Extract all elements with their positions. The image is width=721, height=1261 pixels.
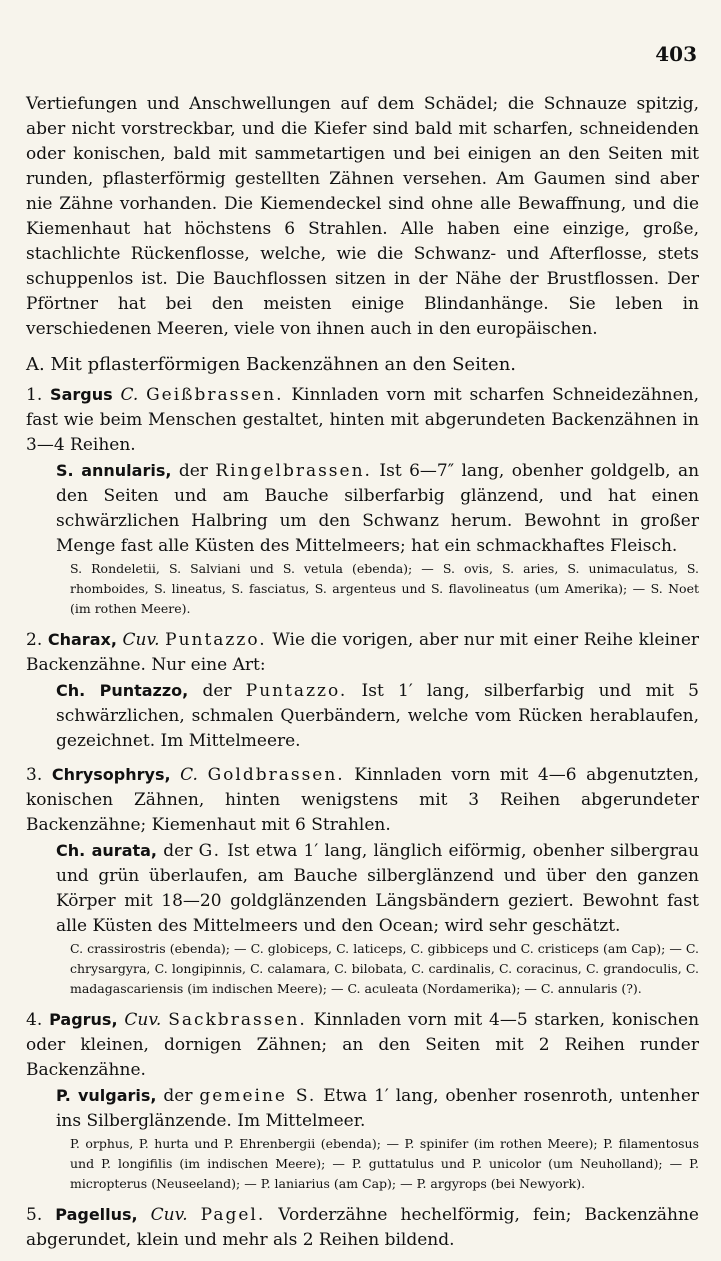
species-common-name: Ringelbrassen. bbox=[215, 461, 372, 481]
genus-list bbox=[26, 382, 699, 1261]
genus-entry bbox=[26, 382, 699, 619]
genus-number: 1. bbox=[26, 385, 43, 405]
species-common-name: Puntazzo. bbox=[245, 681, 348, 701]
other-species-list: S. Rondeletii, S. Salviani und S. vetula (ebenda); — S. ovis, S. aries, S. unimaculatus, S. rhomboides, S. lineatus, S. fasciatus, S. argenteus und S. flavolineatus (um Amerika); — S. Noet (im rothen Meere). bbox=[70, 561, 699, 616]
species-common-name: G. bbox=[198, 841, 221, 861]
genus-entry bbox=[26, 1202, 699, 1253]
species-name: Ch. Puntazzo, bbox=[56, 681, 189, 700]
section-heading: A. Mit pflasterförmigen Backenzähnen an den Seiten. bbox=[26, 354, 517, 375]
genus-authority: Cuv. bbox=[150, 1205, 188, 1225]
genus-number: 2. bbox=[26, 630, 43, 650]
species-description: Etwa 1′ lang, obenher rosenroth, untenher ins Silberglänzende. Im Mittelmeer. bbox=[56, 1086, 700, 1131]
genus-common-name: Geißbrassen. bbox=[146, 385, 284, 405]
genus-text: Kinnladen vorn mit 4—6 abgenutzten, konischen Zähnen, hinten wenigstens mit 3 Reihen abgerundeter Backenzähne; Kiemenhaut mit 6 Strahlen. bbox=[26, 765, 699, 835]
genus-text: Wie die vorigen, aber nur mit einer Reihe kleiner Backenzähne. Nur eine Art: bbox=[26, 630, 700, 675]
other-species-list: P. orphus, P. hurta und P. Ehrenbergii (ebenda); — P. spinifer (im rothen Meere); P. filamentosus und P. longifilis (im indischen Meere); — P. guttatulus und P. unicolor (um Neuholland); — P. micropterus (Neuseeland); — P. laniarius (am Cap); — P. argyrops (bei Newyork). bbox=[70, 1136, 699, 1191]
other-species-list: C. crassirostris (ebenda); — C. globiceps, C. laticeps, C. gibbiceps und C. cristiceps (am Cap); — C. chrysargyra, C. longipinnis, C. calamara, C. bilobata, C. cardinalis, C. coracinus, C. grandoculis, C. madagascariensis (im indischen Meere); — C. aculeata (Nordamerika); — C. annularis (?). bbox=[70, 941, 699, 996]
genus-name: Pagellus, bbox=[55, 1205, 138, 1224]
intro-paragraph: Vertiefungen und Anschwellungen auf dem Schädel; die Schnauze spitzig, aber nicht vorstreckbar, und die Kiefer sind bald mit scharfen, schneidenden oder konischen, bald mit sammetartigen und bei einigen an den Seiten mit runden, pflasterförmig gestellten Zähnen versehen. Am Gaumen sind aber nie Zähne vorhanden. Die Kiemendeckel sind ohne alle Bewaffnung, und die Kiemenhaut hat höchstens 6 Strahlen. Alle haben eine einzige, große, stachlichte Rückenflosse, welche, wie die Schwanz- und Afterflosse, stets schuppenlos ist. Die Bauchflossen sitzen in der Nähe der Brustflossen. Der Pförtner hat bei den meisten einige Blindanhänge. Sie leben in verschiedenen Meeren, viele von ihnen auch in den europäischen. bbox=[26, 94, 699, 339]
species-entry bbox=[56, 458, 699, 559]
genus-description bbox=[26, 762, 699, 838]
genus-common-name: Puntazzo. bbox=[165, 630, 267, 650]
genus-common-name: Sackbrassen. bbox=[168, 1010, 307, 1030]
genus-name: Sargus bbox=[50, 385, 113, 404]
genus-entry bbox=[26, 1007, 699, 1194]
genus-entry bbox=[26, 762, 699, 999]
genus-description bbox=[26, 1202, 699, 1253]
species-description: Ist 6—7″ lang, obenher goldgelb, an den Seiten und am Bauche silberfarbig glänzend, und hat einen schwärzlichen Halbring um den Schwanz herum. Bewohnt in großer Menge fast alle Küsten des Mittelmeers; hat ein schmackhaftes Fleisch. bbox=[56, 461, 700, 556]
genus-text: Kinnladen vorn mit 4—5 starken, konischen oder kleinen, dornigen Zähnen; an den Seiten mit 2 Reihen runder Backenzähne. bbox=[26, 1010, 700, 1080]
species-name: P. vulgaris, bbox=[56, 1086, 157, 1105]
genus-common-name: Goldbrassen. bbox=[207, 765, 345, 785]
species-name: Ch. aurata, bbox=[56, 841, 158, 860]
genus-number: 5. bbox=[26, 1205, 43, 1225]
genus-name: Chrysophrys, bbox=[51, 765, 171, 784]
genus-common-name: Pagel. bbox=[200, 1205, 266, 1225]
species-entry bbox=[56, 678, 699, 754]
genus-text: Kinnladen vorn mit scharfen Schneidezähnen, fast wie beim Menschen gestaltet, hinten mit abgerundeten Backenzähnen in 3—4 Reihen. bbox=[26, 385, 700, 455]
species-name: S. annularis, bbox=[56, 461, 172, 480]
genus-authority: C. bbox=[180, 765, 198, 785]
species-entry bbox=[56, 1083, 699, 1134]
species-description: Ist etwa 1′ lang, länglich eiförmig, obenher silbergrau und grün überlaufen, am Bauche silberglänzend und über den ganzen Körper mit 18—20 goldglänzenden Längsbändern geziert. Bewohnt fast alle Küsten des Mittelmeers und den Ocean; wird sehr geschätzt. bbox=[56, 841, 700, 936]
genus-entry bbox=[26, 627, 699, 754]
species-article: der bbox=[163, 1086, 193, 1106]
genus-name: Charax, bbox=[47, 630, 117, 649]
genus-number: 4. bbox=[26, 1010, 43, 1030]
genus-authority: Cuv. bbox=[122, 630, 160, 650]
genus-number: 3. bbox=[26, 765, 43, 785]
genus-authority: Cuv. bbox=[124, 1010, 162, 1030]
genus-description bbox=[26, 627, 699, 678]
genus-authority: C. bbox=[120, 385, 139, 405]
species-article: der bbox=[202, 681, 232, 701]
species-article: der bbox=[178, 461, 208, 481]
genus-description bbox=[26, 382, 699, 458]
species-description: Ist 1′ lang, silberfarbig und mit 5 schwärzlichen, schmalen Querbändern, welche vom Rücken herablaufen, gezeichnet. Im Mittelmeere. bbox=[56, 681, 699, 751]
species-entry bbox=[56, 838, 699, 939]
species-common-name: gemeine S. bbox=[199, 1086, 317, 1106]
genus-description bbox=[26, 1007, 699, 1083]
page-number: 403 bbox=[655, 42, 697, 66]
genus-name: Pagrus, bbox=[49, 1010, 118, 1029]
species-article: der bbox=[163, 841, 193, 861]
genus-text: Vorderzähne hechelförmig, fein; Backenzähne abgerundet, klein und mehr als 2 Reihen bildend. bbox=[26, 1205, 699, 1250]
